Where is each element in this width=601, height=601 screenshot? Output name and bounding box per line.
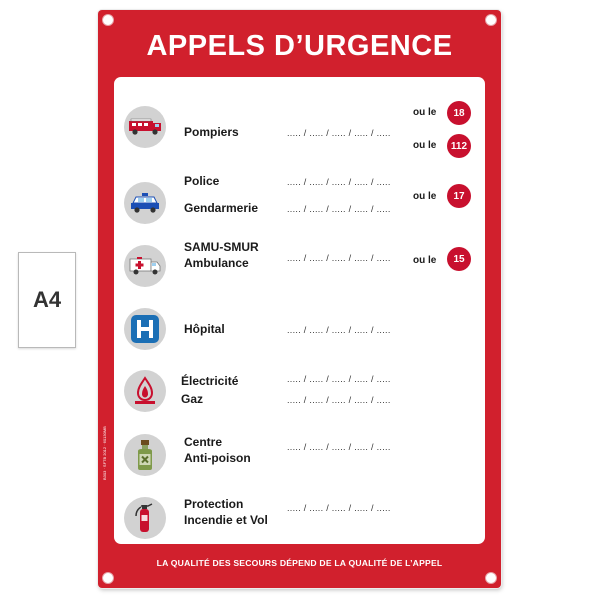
phone-field-electricite: ..... / ..... / ..... / ..... / ..... [287,374,391,384]
phone-field-gendarmerie: ..... / ..... / ..... / ..... / ..... [287,204,391,214]
label-gaz: Gaz [181,392,204,406]
side-code: B303 · SFTB 2012 · 60130MB [102,426,107,480]
mounting-hole [485,14,497,26]
format-tag: A4 [18,252,76,348]
sign-title: APPELS D’URGENCE [146,30,453,62]
sign-footer: LA QUALITÉ DES SECOURS DÉPEND DE LA QUALITÉ DE L’APPEL [156,558,443,568]
label-samu: SAMU-SMUR [184,240,259,254]
emergency-sign [98,10,501,588]
alt-label: ou le [413,140,437,151]
police-car-icon [124,182,166,224]
alt-label: ou le [413,191,437,202]
content-panel [114,77,485,544]
phone-field-pompiers: ..... / ..... / ..... / ..... / ..... [287,128,391,138]
number-badge-112: 112 [447,134,471,158]
label-hopital: Hôpital [184,322,225,336]
mounting-hole [485,572,497,584]
label-centre: Centre [184,435,223,449]
alt-label: ou le [413,107,437,118]
phone-field-samu: ..... / ..... / ..... / ..... / ..... [287,253,391,263]
phone-field-police: ..... / ..... / ..... / ..... / ..... [287,177,391,187]
label-police: Police [184,174,220,188]
phone-field-hopital: ..... / ..... / ..... / ..... / ..... [287,325,391,335]
number-badge-15: 15 [447,247,471,271]
fire-truck-icon [124,106,166,148]
poison-bottle-icon [124,434,166,476]
gas-flame-icon [124,370,166,412]
label-antipoison: Anti-poison [184,451,251,465]
label-incendie-vol: Incendie et Vol [184,513,268,527]
label-pompiers: Pompiers [184,125,239,139]
hospital-icon [124,308,166,350]
phone-field-gaz: ..... / ..... / ..... / ..... / ..... [287,395,391,405]
number-badge-18: 18 [447,101,471,125]
phone-field-antipoison: ..... / ..... / ..... / ..... / ..... [287,442,391,452]
number-badge-17: 17 [447,184,471,208]
label-gendarmerie: Gendarmerie [184,201,259,215]
label-ambulance: Ambulance [184,256,249,270]
mounting-hole [102,572,114,584]
mounting-hole [102,14,114,26]
label-protection: Protection [184,497,244,511]
alt-label: ou le [413,255,437,266]
ambulance-icon [124,245,166,287]
phone-field-protection: ..... / ..... / ..... / ..... / ..... [287,503,391,513]
fire-extinguisher-icon [124,497,166,539]
label-electricite: Électricité [181,374,239,388]
